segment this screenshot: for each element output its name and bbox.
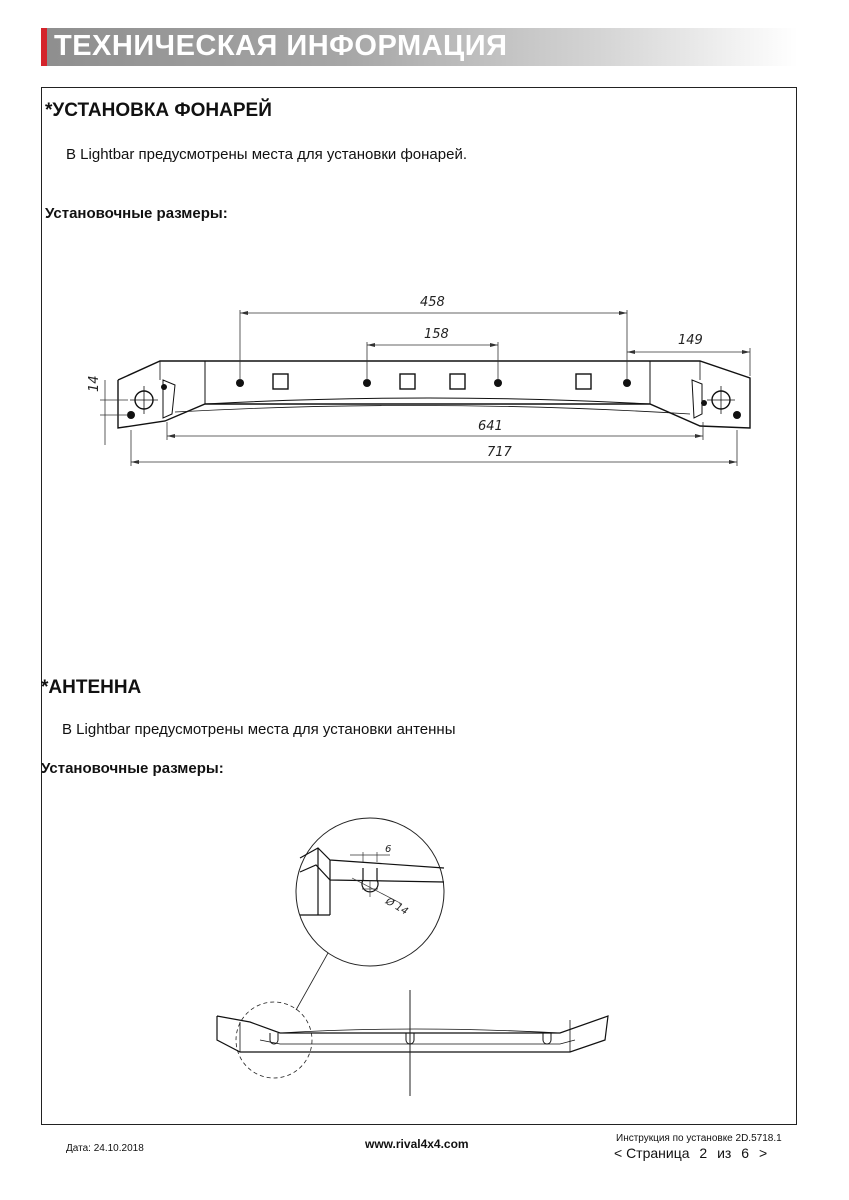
footer-date: Дата: 24.10.2018 [66, 1143, 144, 1154]
page-suffix: > [758, 1145, 768, 1161]
dim-14: 14 [87, 375, 102, 392]
section-text-lights: В Lightbar предусмотрены места для установки фонарей. [66, 146, 468, 163]
section-text-antenna: В Lightbar предусмотрены места для установки антенны [62, 721, 456, 738]
header-accent [41, 28, 47, 66]
footer-pagination [614, 1145, 767, 1161]
footer-instruction: Инструкция по установке 2D.5718.1 [616, 1133, 782, 1144]
section-subtitle-antenna: Установочные размеры: [41, 760, 224, 777]
page-title: ТЕХНИЧЕСКАЯ ИНФОРМАЦИЯ [54, 30, 508, 62]
section-title-antenna: *АНТЕННА [41, 677, 142, 698]
footer-website: www.rival4x4.com [365, 1137, 469, 1151]
dim-6: 6 [385, 844, 392, 855]
section-title-lights: *УСТАНОВКА ФОНАРЕЙ [45, 100, 272, 121]
dim-458: 458 [420, 295, 445, 310]
dim-641: 641 [478, 419, 503, 434]
page-prefix: < Страница [614, 1145, 690, 1161]
page-of: из [717, 1145, 732, 1161]
dim-149: 149 [678, 333, 703, 348]
lightbar-dimension-drawing [80, 285, 770, 475]
dim-717: 717 [487, 445, 512, 460]
page-total: 6 [741, 1145, 750, 1161]
section-subtitle-lights: Установочные размеры: [45, 205, 228, 222]
antenna-dimension-drawing [210, 815, 620, 1105]
dim-158: 158 [424, 327, 449, 342]
dim-diameter-14: Ø 14 [383, 896, 410, 918]
page-current: 2 [699, 1145, 708, 1161]
